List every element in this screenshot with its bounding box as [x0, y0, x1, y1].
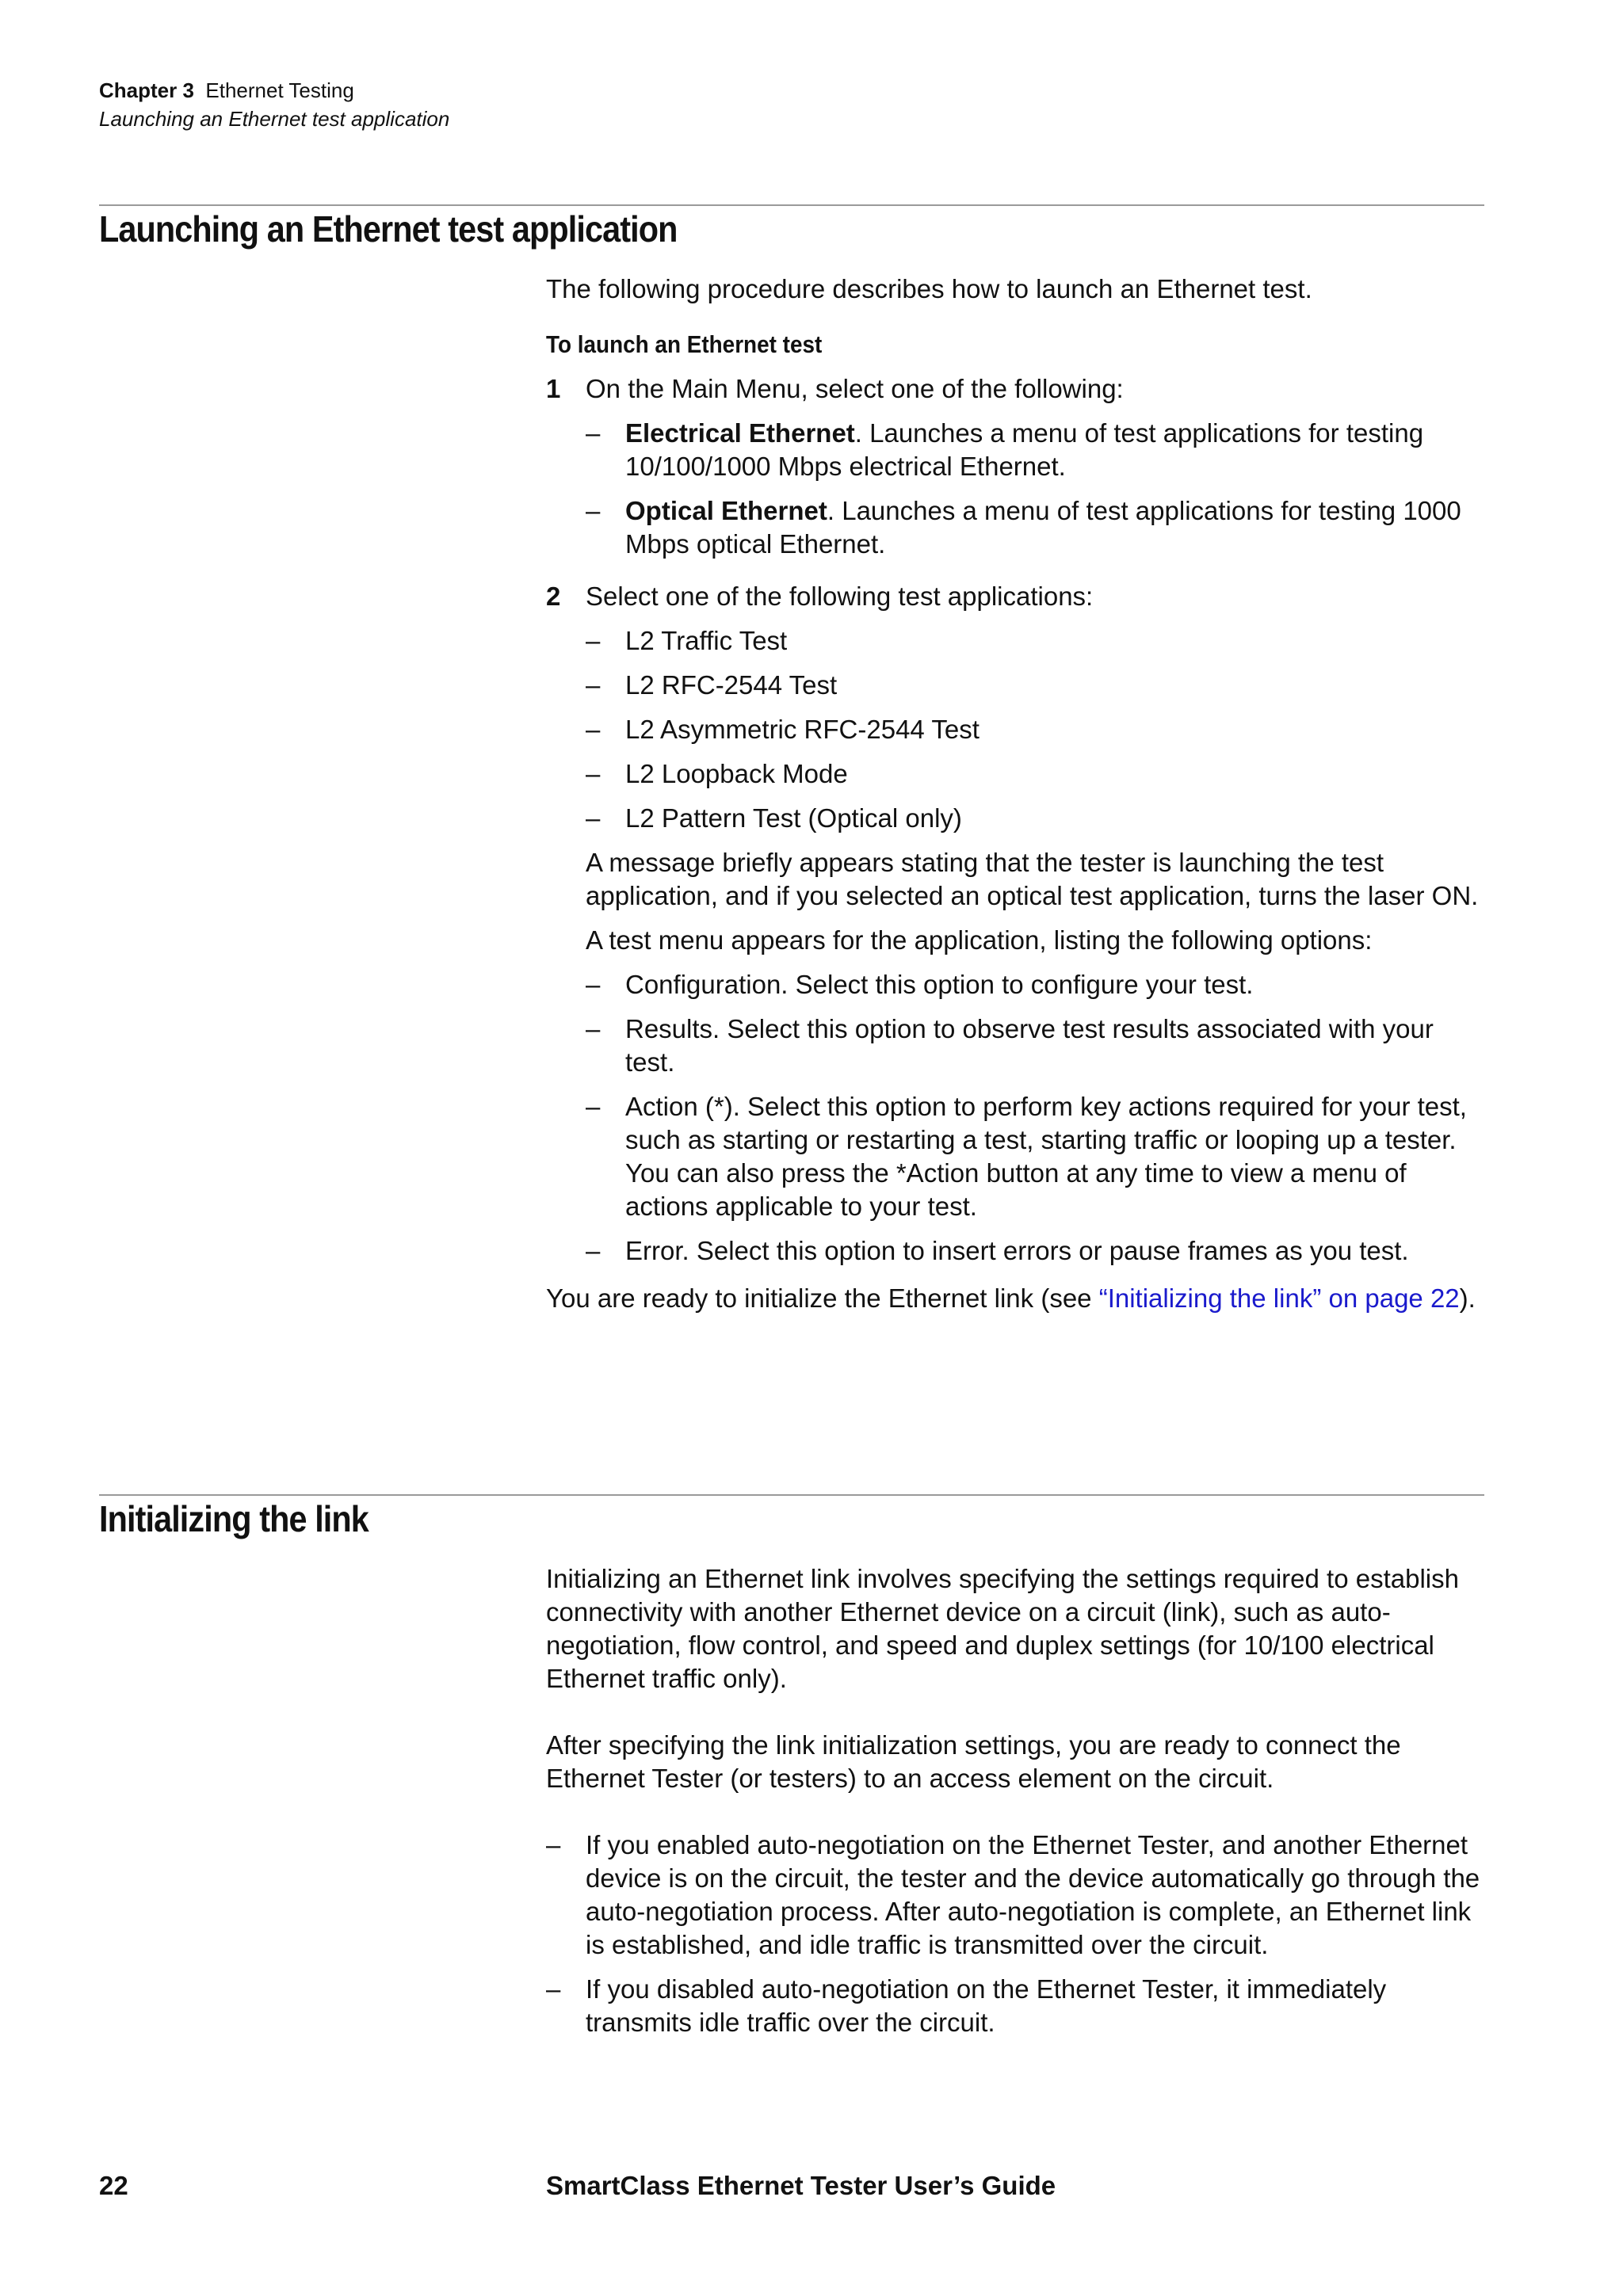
- step-text: On the Main Menu, select one of the following:: [586, 374, 1124, 403]
- menu-intro: A test menu appears for the application, listing the following options:: [586, 925, 1373, 955]
- header-section: Launching an Ethernet test application: [99, 107, 450, 131]
- closing-paragraph: You are ready to initialize the Ethernet link (see “Initializing the link” on page 22).: [546, 1283, 1476, 1313]
- chapter-label: Chapter 3: [99, 78, 194, 102]
- list-item: – L2 Asymmetric RFC-2544 Test: [586, 715, 980, 744]
- section-title-launching: Launching an Ethernet test application: [99, 208, 678, 250]
- section-title-initializing: Initializing the link: [99, 1498, 369, 1539]
- book-title: SmartClass Ethernet Tester User’s Guide: [546, 2171, 1056, 2200]
- chapter-title: Ethernet Testing: [205, 78, 354, 102]
- section-initializing-body: [546, 1562, 1489, 2039]
- step-2: [546, 580, 1489, 1268]
- message-paragraph: A message briefly appears stating that the tester is launching the test application, and if you selected an optical test application, turns the laser ON.: [586, 848, 1479, 910]
- list-item: – Electrical Ethernet. Launches a menu of test applications for testing 10/100/1000 Mbps electrical Ethernet.: [586, 418, 1424, 481]
- cross-reference-link[interactable]: “Initializing the link” on page 22: [1098, 1283, 1460, 1313]
- step-number: 1: [546, 374, 561, 403]
- step-1: [546, 372, 1489, 561]
- list-item: – If you enabled auto-negotiation on the Ethernet Tester, and another Ethernet device is on the circuit, the tester and the device automatically go through the auto-negotiation process. After auto-negotiation is complete, an Ethernet link is established, and idle traffic is transmitted over the circuit.: [546, 1830, 1480, 1959]
- chapter-line: [99, 76, 449, 105]
- running-header: [99, 76, 449, 133]
- paragraph: After specifying the link initialization settings, you are ready to connect the Ethernet Tester (or testers) to an access element on the circuit.: [546, 1730, 1401, 1793]
- list-item: – L2 Pattern Test (Optical only): [586, 803, 962, 833]
- page-number: 22: [99, 2171, 128, 2200]
- section-divider: [99, 1494, 1484, 1496]
- list-item: – L2 Traffic Test: [586, 626, 788, 655]
- step-number: 2: [546, 582, 561, 611]
- list-item: – Configuration. Select this option to configure your test.: [586, 970, 1254, 999]
- list-item: – L2 Loopback Mode: [586, 759, 848, 788]
- list-item: – Results. Select this option to observe test results associated with your test.: [586, 1014, 1434, 1077]
- step-text: Select one of the following test applications:: [586, 582, 1094, 611]
- list-item: – Action (*). Select this option to perform key actions required for your test, such as starting or restarting a test, starting traffic or looping up a tester. You can also press the *Action button at any time to view a menu of actions applicable to your test.: [586, 1092, 1467, 1221]
- procedure-title: To launch an Ethernet test: [546, 330, 823, 358]
- section-launching-body: [546, 273, 1489, 1315]
- list-item: – L2 RFC-2544 Test: [586, 670, 838, 700]
- list-item: – If you disabled auto-negotiation on the Ethernet Tester, it immediately transmits idle traffic over the circuit.: [546, 1974, 1387, 2037]
- intro-paragraph: The following procedure describes how to launch an Ethernet test.: [546, 274, 1312, 303]
- list-item: – Error. Select this option to insert errors or pause frames as you test.: [586, 1236, 1409, 1265]
- section-divider: [99, 204, 1484, 206]
- list-item: – Optical Ethernet. Launches a menu of test applications for testing 1000 Mbps optical Ethernet.: [586, 496, 1461, 559]
- paragraph: Initializing an Ethernet link involves specifying the settings required to establish connectivity with another Ethernet device on a circuit (link), such as auto-negotiation, flow control, and speed and duplex settings (for 10/100 electrical Ethernet traffic only).: [546, 1564, 1459, 1693]
